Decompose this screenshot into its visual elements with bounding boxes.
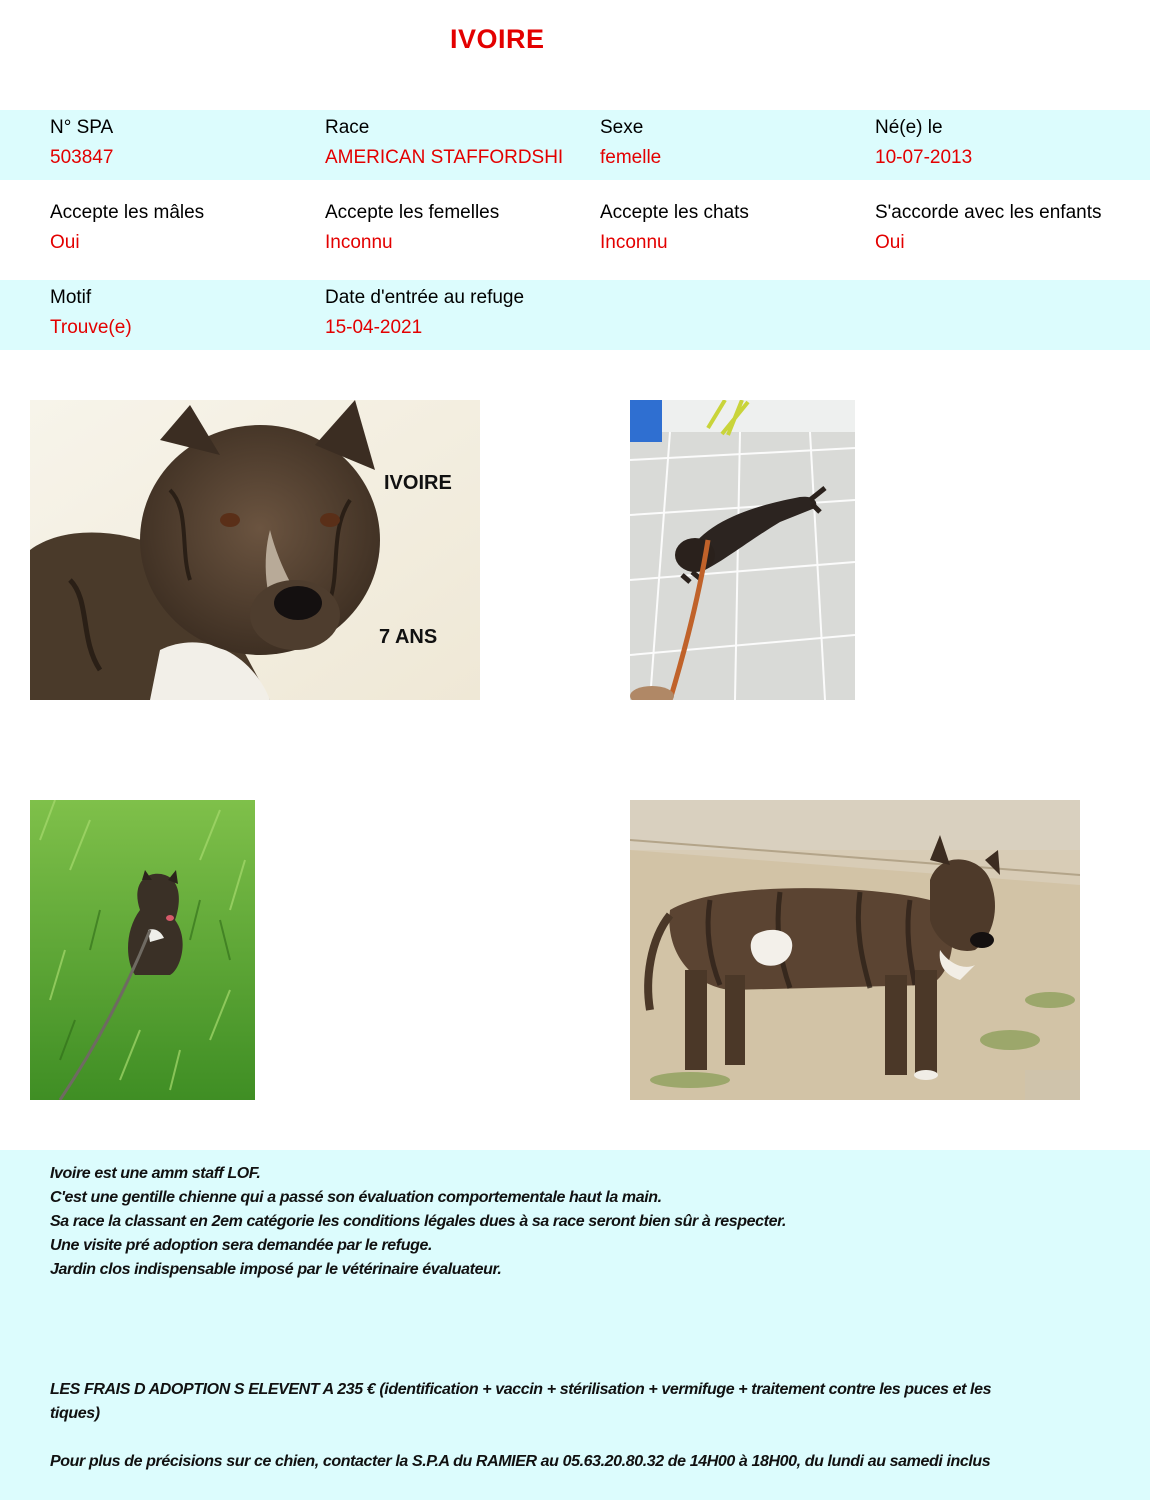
field-label: Motif [50, 287, 92, 308]
field-good-with-children [875, 202, 1145, 254]
field-label: Race [325, 117, 370, 138]
info-row-identity [0, 110, 1150, 180]
field-label: N° SPA [50, 117, 114, 138]
field-value: 15-04-2021 [325, 317, 423, 338]
field-label: Accepte les mâles [50, 202, 205, 223]
field-value: AMERICAN STAFFORDSHI [325, 147, 564, 168]
info-row-compatibility [0, 180, 1150, 280]
field-label: Accepte les chats [600, 202, 749, 223]
description-line: Jardin clos indispensable imposé par le vétérinaire évaluateur. [50, 1261, 502, 1278]
field-value: femelle [600, 147, 662, 168]
field-accepts-females [325, 202, 590, 254]
field-value: Trouve(e) [50, 317, 132, 338]
description-line: Sa race la classant en 2em catégorie les conditions légales dues à sa race seront bien sûr à respecter. [50, 1213, 787, 1230]
info-row-intake [0, 280, 1150, 350]
dog-portrait-photo [30, 400, 480, 700]
field-value: Inconnu [600, 232, 668, 253]
dog-lying-photo [630, 400, 855, 700]
field-spa-number [50, 117, 315, 169]
field-value: 10-07-2013 [875, 147, 973, 168]
field-label: Date d'entrée au refuge [325, 287, 525, 308]
field-value: 503847 [50, 147, 114, 168]
field-accepts-cats [600, 202, 865, 254]
field-accepts-males [50, 202, 315, 254]
description-line: Ivoire est une amm staff LOF. [50, 1165, 261, 1182]
description-line: C'est une gentille chienne qui a passé son évaluation comportementale haut la main. [50, 1189, 662, 1206]
portrait-overlay-age: 7 ANS [379, 626, 438, 648]
field-intake-date [325, 287, 625, 339]
field-label: Sexe [600, 117, 644, 138]
portrait-overlay-name: IVOIRE [384, 472, 452, 494]
page-title: IVOIRE [450, 24, 545, 54]
field-breed [325, 117, 587, 169]
adoption-fees-text: LES FRAIS D ADOPTION S ELEVENT A 235 € (identification + vaccin + stérilisation + vermifuge + traitement contre les puces et les tiques) [50, 1381, 992, 1422]
field-value: Oui [875, 232, 905, 253]
field-birth-date [875, 117, 1145, 169]
field-sex [600, 117, 865, 169]
field-reason [50, 287, 315, 339]
contact-text: Pour plus de précisions sur ce chien, contacter la S.P.A du RAMIER au 05.63.20.80.32 de 14H00 à 18H00, du lundi au samedi inclus [50, 1453, 991, 1470]
dog-standing-photo [630, 800, 1080, 1100]
dog-in-grass-photo [30, 800, 255, 1100]
field-label: S'accorde avec les enfants [875, 202, 1102, 223]
field-value: Inconnu [325, 232, 393, 253]
field-label: Accepte les femelles [325, 202, 500, 223]
description-line: Une visite pré adoption sera demandée par le refuge. [50, 1237, 432, 1254]
field-value: Oui [50, 232, 80, 253]
field-label: Né(e) le [875, 117, 943, 138]
